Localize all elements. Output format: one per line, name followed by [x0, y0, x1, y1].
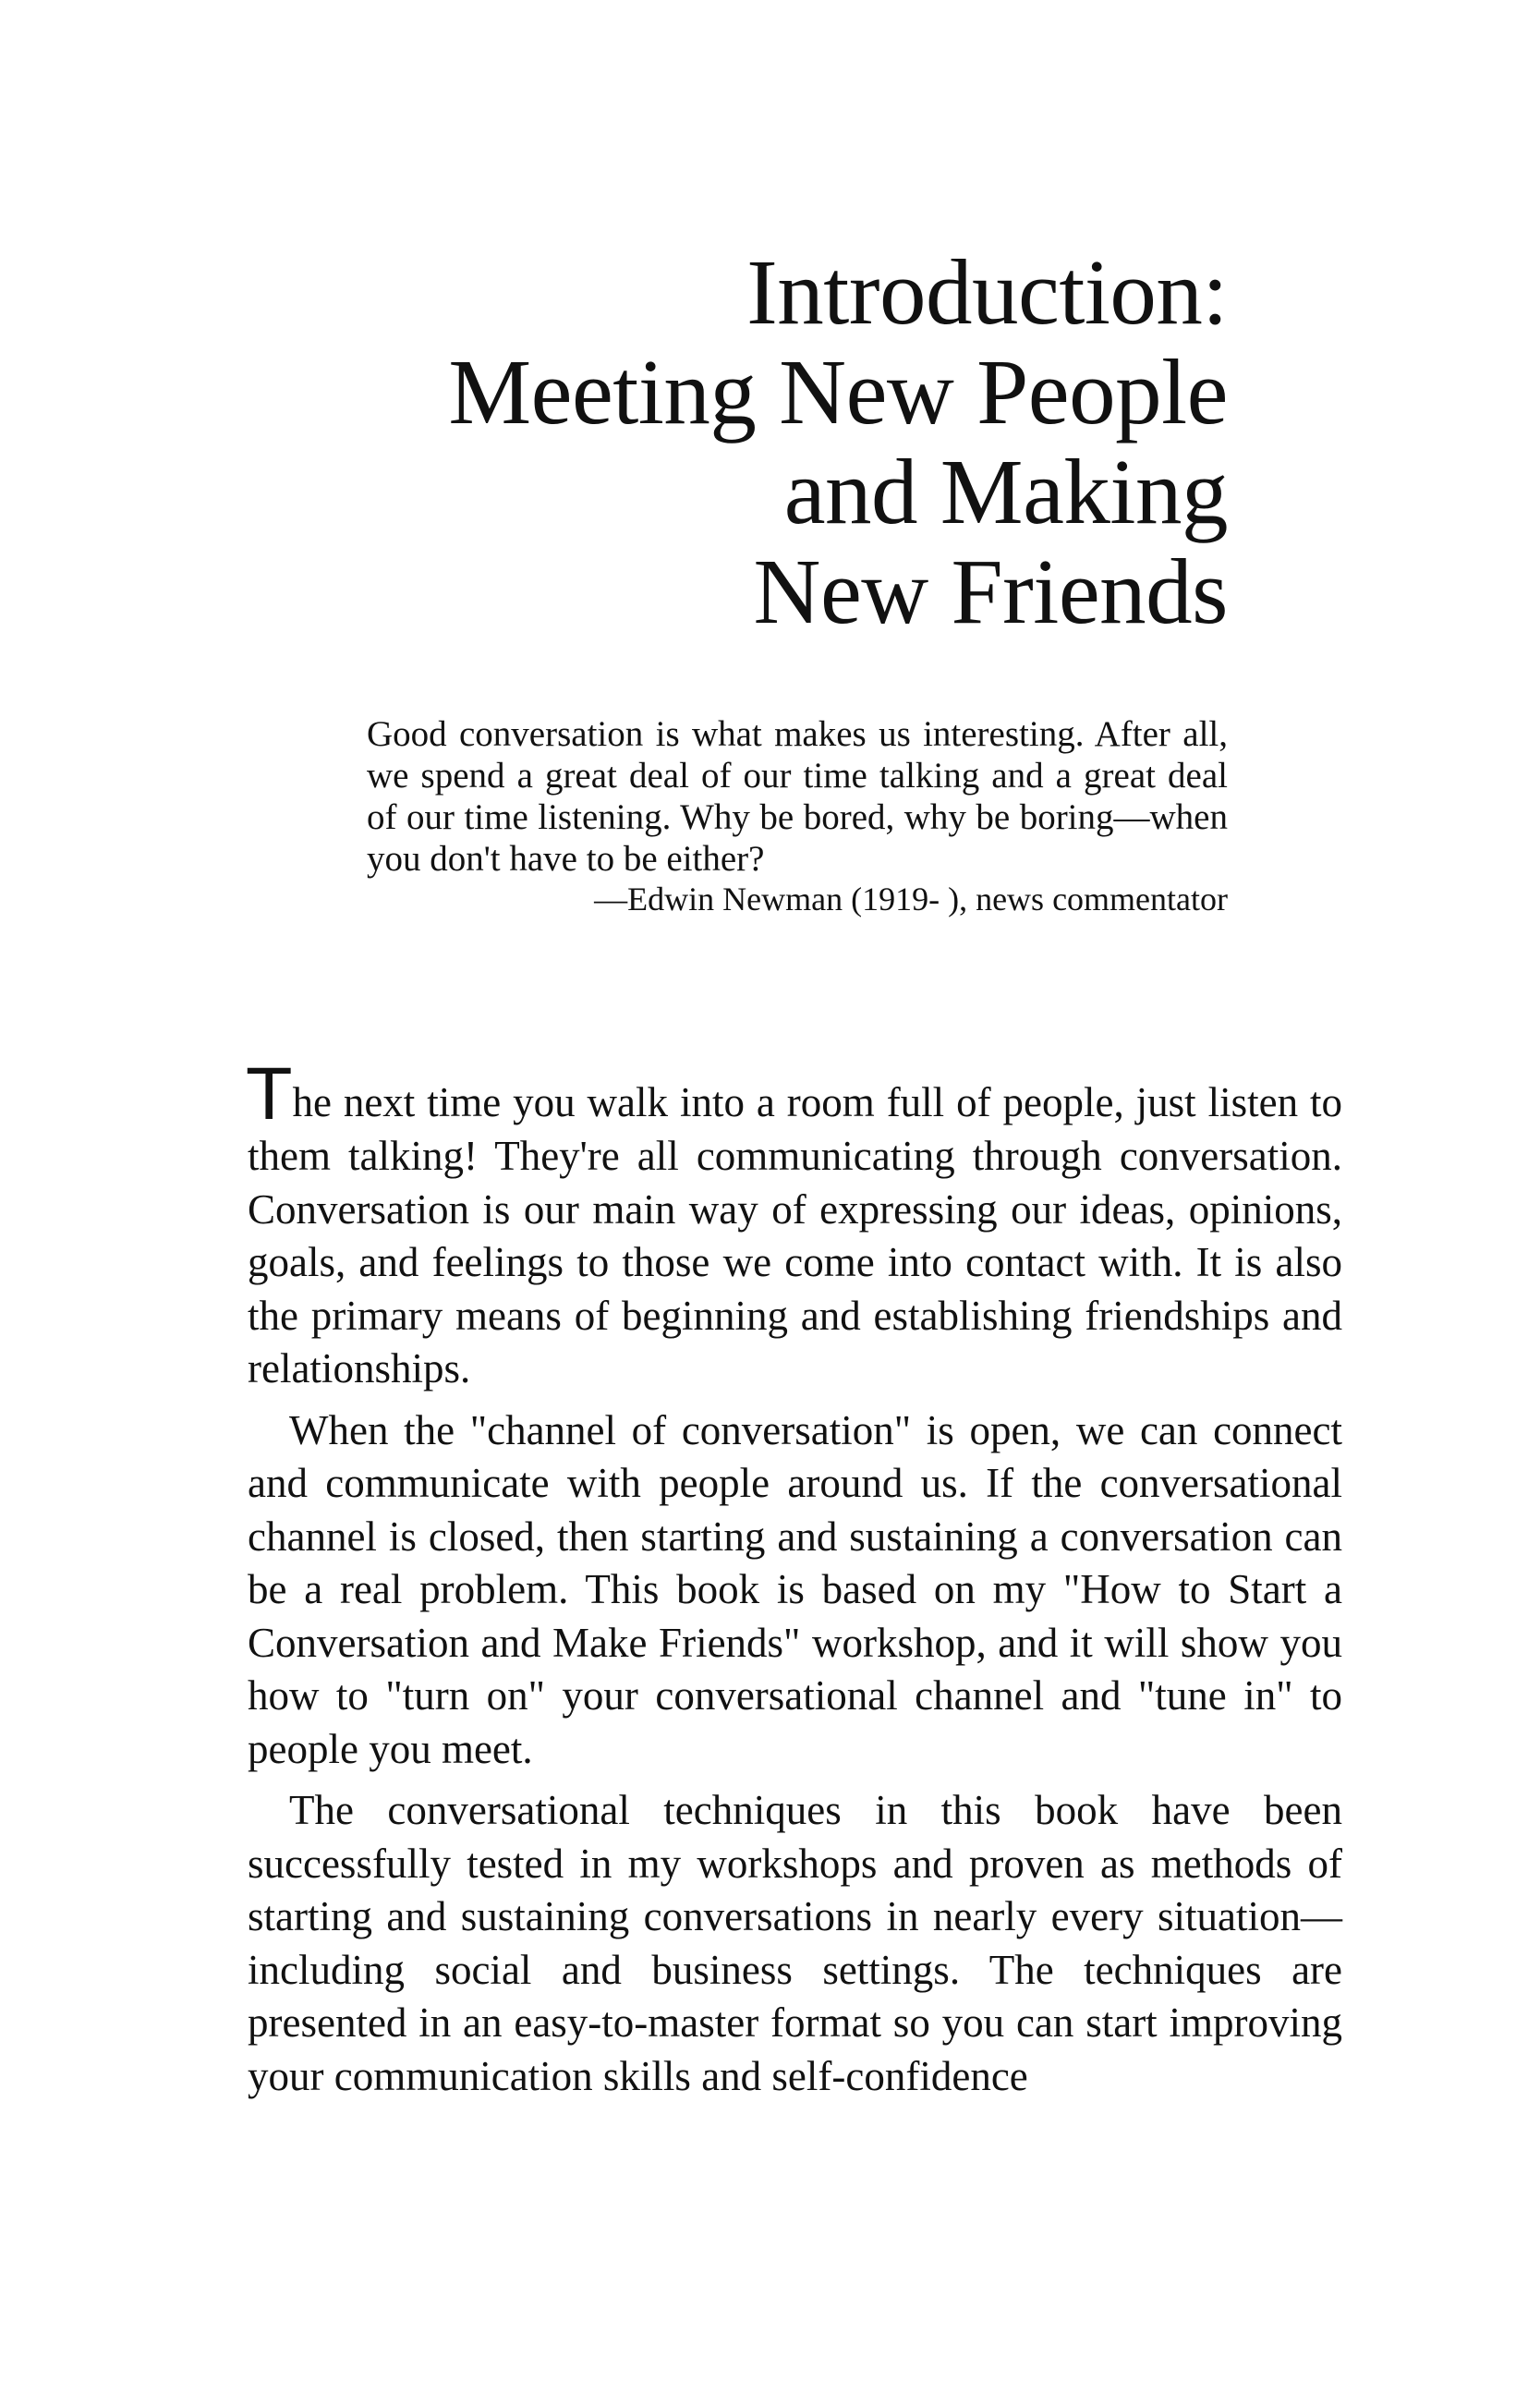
body-paragraph-1: [248, 1053, 1342, 1396]
body-paragraph-3: The conversational techniques in this book have been successfully tested in my workshops and proven as methods of starting and sustaining conversations in nearly every situation—including social and business settings. The techniques are presented in an easy-to-master format so you can start improving your communication skills and self-confidence: [248, 1787, 1342, 2099]
epigraph-quote: Good conversation is what makes us interesting. After all, we spend a great deal of our time talking and a great deal of our time listening. Why be bored, why be boring—when you don't have to be either?: [367, 714, 1228, 879]
chapter-title: [448, 242, 1228, 641]
chapter-title-line-4: New Friends: [753, 540, 1228, 643]
body-paragraph-2: When the "channel of conversation" is open, we can connect and communicate with people around us. If the conversational channel is closed, then starting and sustaining a conversation can be a real problem. This book is based on my "How to Start a Conversation and Make Friends" workshop, and it will show you how to "turn on" your conversational channel and "tune in" to people you meet.: [248, 1406, 1342, 1772]
chapter-title-line-2: Meeting New People: [448, 340, 1228, 444]
chapter-title-line-1: Introduction:: [746, 240, 1228, 344]
epigraph: [367, 713, 1228, 918]
chapter-title-line-3: and Making: [783, 440, 1228, 543]
epigraph-attribution: —Edwin Newman (1919- ), news commentator: [594, 881, 1228, 917]
drop-cap: T: [248, 1053, 291, 1136]
body-text: [248, 1053, 1342, 2111]
body-paragraph-1-text: he next time you walk into a room full of people, just listen to them talking! They're all communicating through conversation. Conversation is our main way of expressing our ideas, opinions, goals, and feelings to those we come into contact with. It is also the primary means of beginning and establishing friendships and relationships.: [248, 1079, 1342, 1391]
